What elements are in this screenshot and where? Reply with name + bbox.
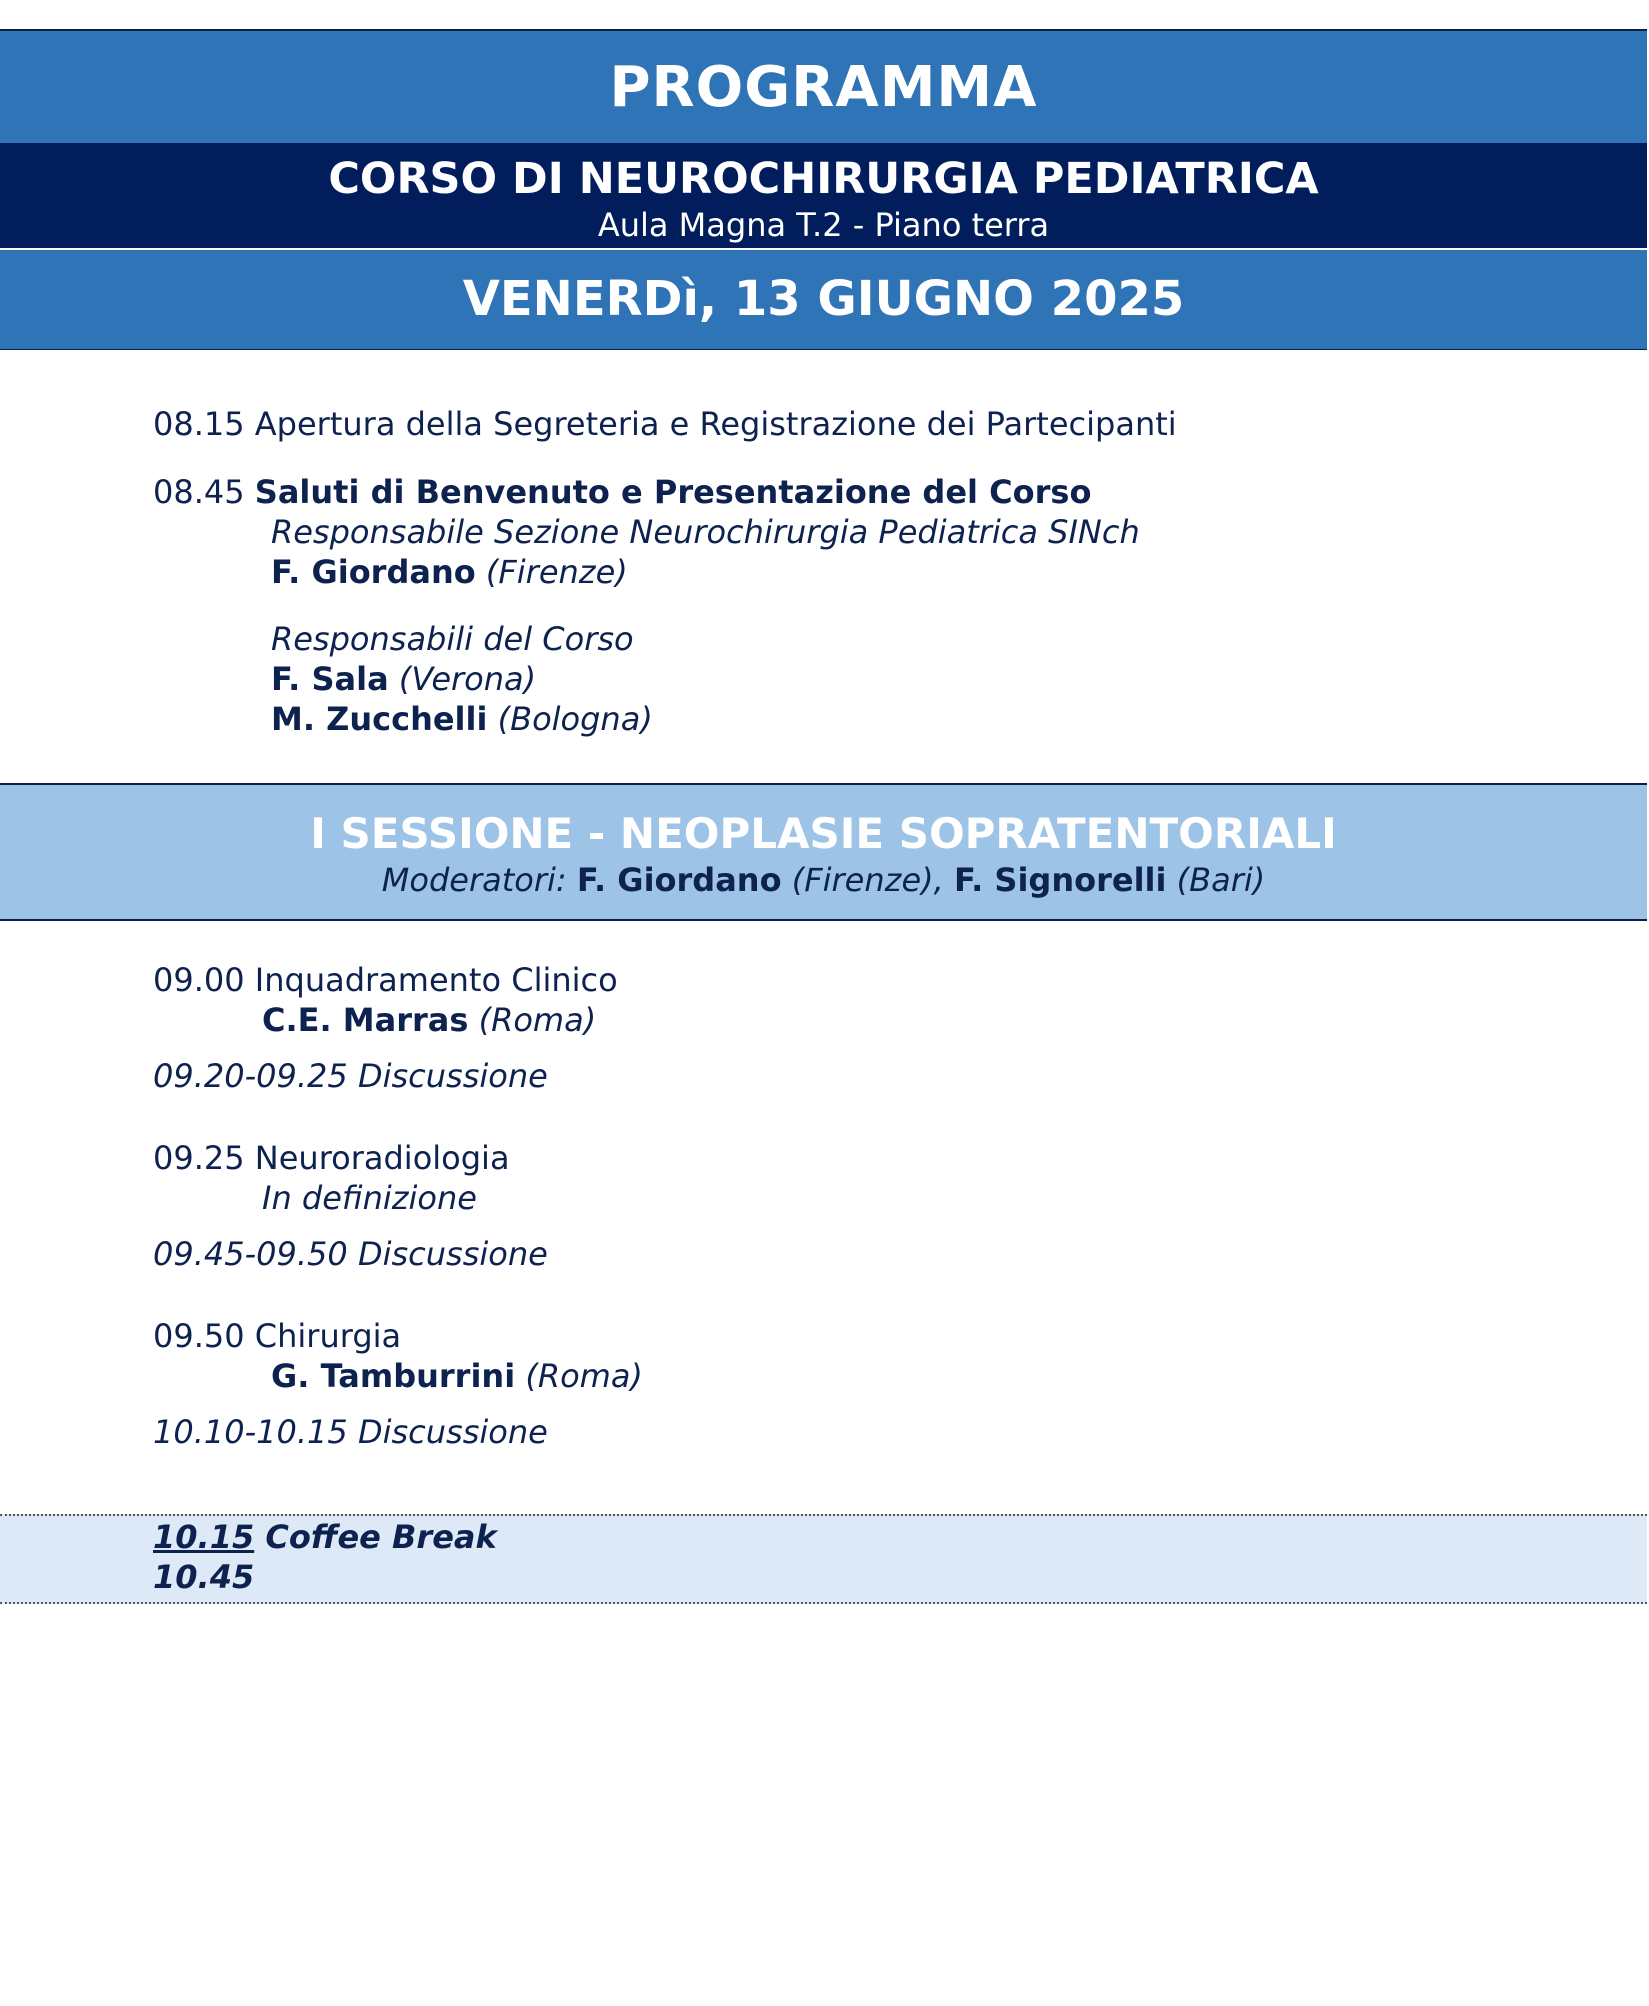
speaker-city: (Roma) — [478, 1001, 597, 1039]
moderator-city: (Firenze), — [791, 861, 944, 899]
program-title: PROGRAMMA — [609, 55, 1038, 120]
talk-title: Chirurgia — [254, 1317, 402, 1355]
welcome-role-2: Responsabili del Corso — [271, 620, 634, 658]
talk-2-row — [153, 1138, 510, 1178]
person-city: (Firenze) — [485, 553, 628, 591]
discussion-3: 10.10-10.15 Discussione — [153, 1413, 548, 1451]
welcome-title: Saluti di Benvenuto e Presentazione del Corso — [254, 473, 1092, 511]
talk-3-row — [153, 1316, 401, 1356]
moderator-name: F. Signorelli — [953, 861, 1167, 899]
talk-1-row — [153, 960, 618, 1000]
session-title: I SESSIONE - NEOPLASIE SOPRATENTORIALI — [310, 809, 1337, 858]
registration-text: Apertura della Segreteria e Registrazione dei Partecipanti — [254, 405, 1177, 443]
talk-time: 09.00 — [153, 961, 245, 999]
coffee-break-label: Coffee Break — [265, 1518, 497, 1556]
welcome-role-1: Responsabile Sezione Neurochirurgia Pediatrica SINch — [271, 513, 1140, 551]
person-name: F. Sala — [271, 660, 389, 698]
talk-time: 09.25 — [153, 1139, 245, 1177]
registration-time: 08.15 — [153, 405, 245, 443]
person-name: M. Zucchelli — [271, 700, 488, 738]
welcome-person-2 — [271, 659, 536, 699]
moderator-city: (Bari) — [1176, 861, 1266, 899]
date-band — [0, 250, 1647, 350]
discussion-1: 09.20-09.25 Discussione — [153, 1057, 548, 1095]
talk-3-speaker — [271, 1356, 643, 1396]
venue: Aula Magna T.2 - Piano terra — [597, 206, 1050, 244]
course-title: CORSO DI NEUROCHIRURGIA PEDIATRICA — [328, 154, 1319, 204]
discussion-2: 09.45-09.50 Discussione — [153, 1235, 548, 1273]
coffee-break-start: 10.15 — [153, 1518, 255, 1556]
session-band — [0, 783, 1647, 921]
moderators-label: Moderatori: — [381, 861, 567, 899]
coffee-break-row — [153, 1517, 497, 1557]
moderators — [0, 859, 1647, 901]
person-city: (Verona) — [398, 660, 537, 698]
registration-row — [153, 404, 1177, 444]
welcome-person-1 — [271, 552, 628, 592]
talk-time: 09.50 — [153, 1317, 245, 1355]
coffee-break-end: 10.45 — [153, 1558, 255, 1596]
person-city: (Bologna) — [497, 700, 653, 738]
welcome-person-3 — [271, 699, 653, 739]
title-band — [0, 29, 1647, 144]
speaker-name: G. Tamburrini — [271, 1357, 516, 1395]
person-name: F. Giordano — [271, 553, 476, 591]
event-date: VENERDì, 13 GIUGNO 2025 — [462, 271, 1185, 327]
course-band — [0, 143, 1647, 248]
speaker-name: C.E. Marras — [262, 1001, 469, 1039]
talk-title: Neuroradiologia — [254, 1139, 510, 1177]
welcome-row — [153, 472, 1091, 512]
welcome-time: 08.45 — [153, 473, 245, 511]
talk-2-speaker: In definizione — [262, 1179, 477, 1217]
talk-title: Inquadramento Clinico — [254, 961, 618, 999]
moderator-name: F. Giordano — [576, 861, 782, 899]
speaker-city: (Roma) — [525, 1357, 643, 1395]
talk-1-speaker — [262, 1000, 596, 1040]
